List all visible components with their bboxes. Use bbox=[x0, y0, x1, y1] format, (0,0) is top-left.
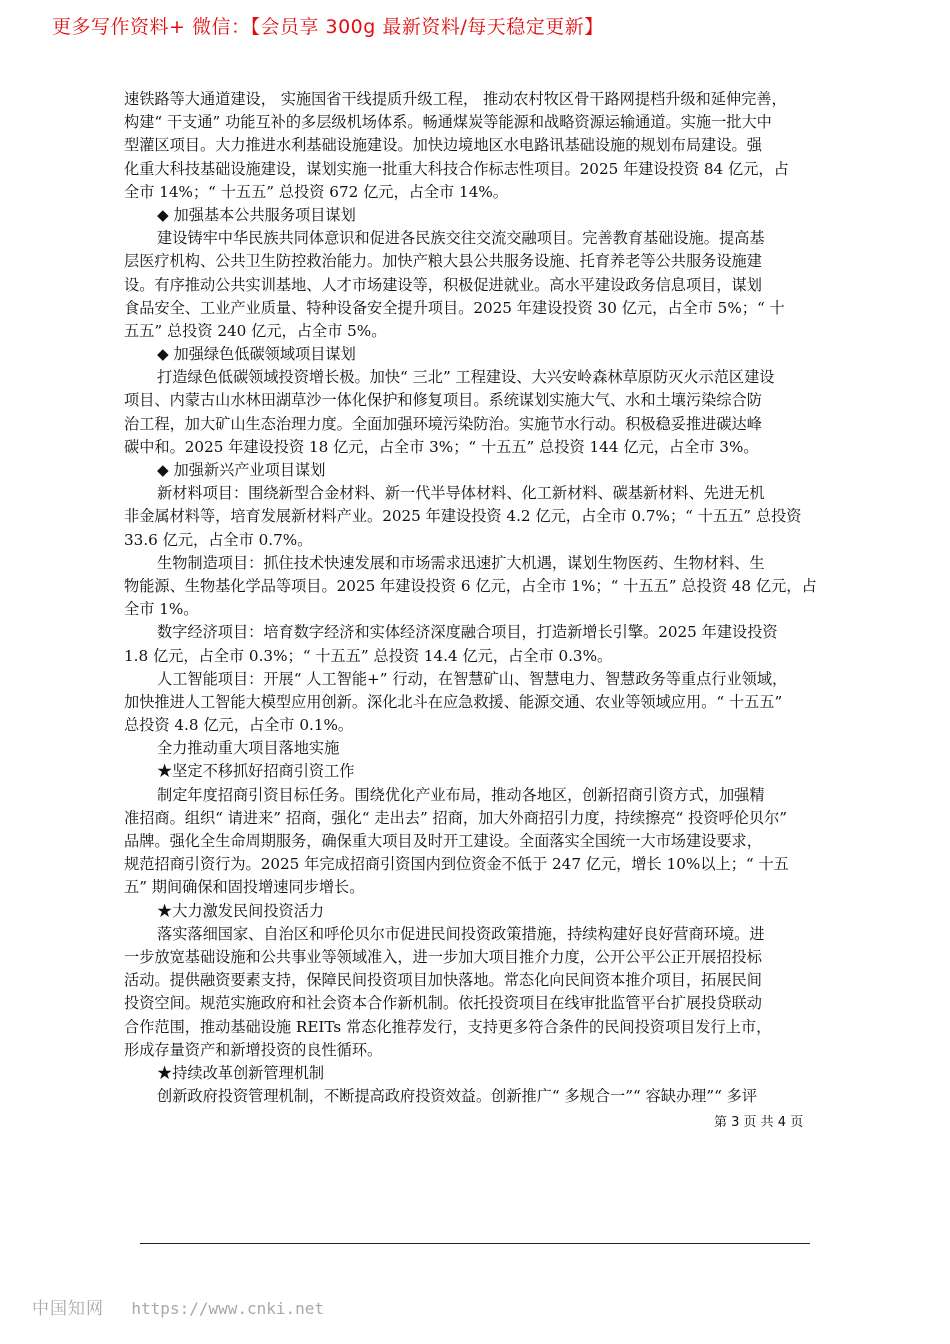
promo-banner: 更多写作资料+ 微信：【会员享 300g 最新资料/每天稳定更新】 bbox=[52, 16, 604, 38]
text-line: 创新政府投资管理机制，不断提高政府投资效益。创新推广“ 多规合一”“ 容缺办理”“ 多评 bbox=[157, 1087, 758, 1106]
text-line: ◆ 加强新兴产业项目谋划 bbox=[157, 461, 326, 479]
text-line: ★大力激发民间投资活力 bbox=[157, 901, 325, 920]
text-line: 合作范围，推动基础设施 REITs 常态化推荐发行，支持更多符合条件的民间投资项目发行上市， bbox=[124, 1017, 772, 1036]
text-line: 项目、内蒙古山水林田湖草沙一体化保护和修复项目。系统谋划实施大气、水和土壤污染综合防 bbox=[124, 391, 762, 410]
text-line: 全力推动重大项目落地实施 bbox=[157, 739, 340, 758]
text-line: 人工智能项目：开展“ 人工智能+” 行动，在智慧矿山、智慧电力、智慧政务等重点行业领域， bbox=[157, 669, 788, 688]
text-line: 数字经济项目：培育数字经济和实体经济深度融合项目，打造新增长引擎。2025 年建设投资 bbox=[157, 623, 778, 642]
watermark-url: https://www.cnki.net bbox=[131, 1299, 325, 1318]
text-line: 建设铸牢中华民族共同体意识和促进各民族交往交流交融项目。完善教育基础设施。提高基 bbox=[157, 229, 765, 248]
text-line: 活动。提供融资要素支持，保障民间投资项目加快落地。常态化向民间资本推介项目，拓展民间 bbox=[124, 971, 762, 990]
text-line: ★持续改革创新管理机制 bbox=[157, 1063, 325, 1082]
footer-divider bbox=[140, 1243, 810, 1244]
watermark-site-name: 中国知网 bbox=[32, 1299, 104, 1319]
text-line: 五五” 总投资 240 亿元，占全市 5%。 bbox=[124, 321, 387, 340]
text-line: 非金属材料等，培育发展新材料产业。2025 年建设投资 4.2 亿元，占全市 0.7%；“ 十五五” 总投资 bbox=[124, 507, 802, 526]
text-line: 制定年度招商引资目标任务。围绕优化产业布局，推动各地区，创新招商引资方式，加强精 bbox=[157, 785, 765, 804]
text-line: 形成存量资产和新增投资的良性循环。 bbox=[124, 1040, 383, 1059]
text-line: 型灌区项目。大力推进水利基础设施建设。加快边境地区水电路讯基础设施的规划布局建设。强 bbox=[124, 136, 762, 155]
text-line: 品牌。强化全生命周期服务，确保重大项目及时开工建设。全面落实全国统一大市场建设要求， bbox=[124, 832, 762, 850]
text-line: 生物制造项目：抓住技术快速发展和市场需求迅速扩大机遇，谋划生物医药、生物材料、生 bbox=[157, 553, 765, 572]
text-line: 规范招商引资行为。2025 年完成招商引资国内到位资金不低于 247 亿元，增长 10%以上；“ 十五 bbox=[124, 855, 789, 874]
text-line: 层医疗机构、公共卫生防控救治能力。加快产粮大县公共服务设施、托育养老等公共服务设施建 bbox=[124, 252, 762, 271]
text-line: 落实落细国家、自治区和呼伦贝尔市促进民间投资政策措施，持续构建好良好营商环境。进 bbox=[157, 924, 765, 943]
page-number: 第 3 页 共 4 页 bbox=[714, 1115, 804, 1130]
text-line: 全市 14%；“ 十五五” 总投资 672 亿元，占全市 14%。 bbox=[124, 182, 508, 201]
text-line: 一步放宽基础设施和公共事业等领域准入，进一步加大项目推介力度，公开公平公正开展招投标 bbox=[124, 947, 762, 966]
text-line: 速铁路等大通道建设， 实施国省干线提质升级工程， 推动农村牧区骨干路网提档升级和延伸完善， bbox=[124, 90, 787, 108]
text-line: 设。有序推动公共实训基地、人才市场建设等，积极促进就业。高水平建设政务信息项目，谋划 bbox=[124, 275, 762, 294]
text-line: 物能源、生物基化学品等项目。2025 年建设投资 6 亿元，占全市 1%；“ 十五五” 总投资 48 亿元，占 bbox=[124, 576, 817, 595]
document-body bbox=[124, 88, 834, 1108]
text-line: 构建“ 干支通” 功能互补的多层级机场体系。畅通煤炭等能源和战略资源运输通道。实施一批大中 bbox=[124, 113, 772, 132]
text-line: 加快推进人工智能大模型应用创新。深化北斗在应急救援、能源交通、农业等领域应用。“ 十五五” bbox=[124, 692, 783, 711]
text-line: ◆ 加强绿色低碳领域项目谋划 bbox=[157, 345, 356, 364]
text-line: ★坚定不移抓好招商引资工作 bbox=[157, 762, 355, 781]
text-line: 打造绿色低碳领域投资增长极。加快“ 三北” 工程建设、大兴安岭森林草原防灭火示范区建设 bbox=[157, 368, 775, 387]
text-line: 碳中和。2025 年建设投资 18 亿元，占全市 3%；“ 十五五” 总投资 144 亿元，占全市 3%。 bbox=[124, 437, 759, 456]
watermark bbox=[32, 1294, 324, 1319]
text-line: 投资空间。规范实施政府和社会资本合作新机制。依托投资项目在线审批监管平台扩展投贷联动 bbox=[124, 994, 762, 1013]
text-line: 1.8 亿元，占全市 0.3%；“ 十五五” 总投资 14.4 亿元，占全市 0.3%。 bbox=[124, 646, 613, 665]
text-line: ◆ 加强基本公共服务项目谋划 bbox=[157, 205, 356, 224]
text-line: 新材料项目：围绕新型合金材料、新一代半导体材料、化工新材料、碳基新材料、先进无机 bbox=[157, 484, 765, 503]
text-line: 33.6 亿元，占全市 0.7%。 bbox=[124, 530, 313, 549]
text-line: 食品安全、工业产业质量、特种设备安全提升项目。2025 年建设投资 30 亿元，占全市 5%；“ 十 bbox=[124, 298, 785, 317]
text-line: 治工程，加大矿山生态治理力度。全面加强环境污染防治。实施节水行动。积极稳妥推进碳达峰 bbox=[124, 414, 762, 433]
text-line: 全市 1%。 bbox=[124, 600, 199, 619]
text-line: 总投资 4.8 亿元，占全市 0.1%。 bbox=[124, 716, 354, 735]
text-line: 五” 期间确保和固投增速同步增长。 bbox=[124, 878, 365, 897]
text-line: 化重大科技基础设施建设，谋划实施一批重大科技合作标志性项目。2025 年建设投资 84 亿元，占 bbox=[124, 159, 789, 178]
text-line: 准招商。组织“ 请进来” 招商，强化“ 走出去” 招商，加大外商招引力度，持续擦亮“ 投资呼伦贝尔” bbox=[124, 808, 788, 827]
